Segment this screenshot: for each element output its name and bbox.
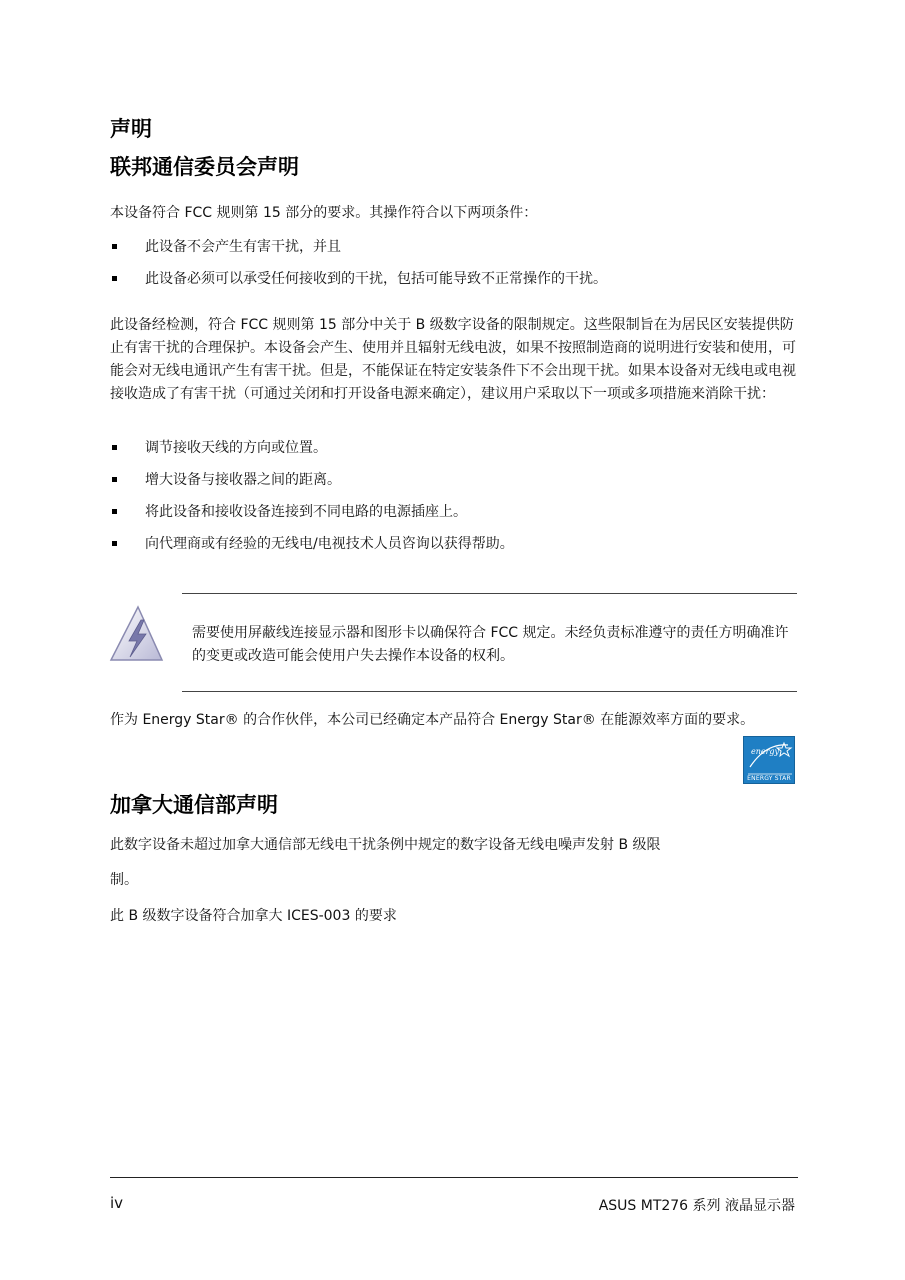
divider: [182, 593, 797, 594]
section-title-statements: 声明: [110, 117, 152, 141]
bullet-marker: [112, 541, 117, 546]
canada-ices-text: 此 B 级数字设备符合加拿大 ICES-003 的要求: [110, 908, 397, 924]
list-item: [110, 502, 800, 534]
page-number: iv: [110, 1194, 124, 1212]
list-item: [110, 534, 800, 566]
list-item: [110, 470, 800, 502]
energy-star-logo: [743, 736, 795, 784]
fcc-statement-heading: 联邦通信委员会声明: [110, 155, 299, 179]
footer-title: ASUS MT276 系列 液晶显示器: [598, 1198, 795, 1214]
canada-statement-heading: 加拿大通信部声明: [110, 793, 278, 817]
footer-divider: [110, 1177, 798, 1178]
bullet-marker: [112, 509, 117, 514]
condition-text: 此设备必须可以承受任何接收到的干扰，包括可能导致不正常操作的干扰。: [145, 271, 607, 287]
list-item: [110, 269, 800, 301]
energy-logo-label: ENERGY STAR: [747, 775, 791, 782]
list-item: [110, 438, 800, 470]
measure-text: 将此设备和接收设备连接到不同电路的电源插座上。: [145, 504, 467, 520]
bullet-marker: [112, 477, 117, 482]
bullet-marker: [112, 244, 117, 249]
interference-measures-list: [110, 438, 800, 566]
fcc-test-paragraph: 此设备经检测，符合 FCC 规则第 15 部分中关于 B 级数字设备的限制规定。这些限制旨在为居民区安装提供防止有害干扰的合理保护。本设备会产生、使用并且辐射无线电波，如果不按照制造商的说明进行安装和使用，可能会对无线电通讯产生有害干扰。但是，不能保证在特定安装条件下不会出现干扰。如果本设备对无线电或电视接收造成了有害干扰（可通过关闭和打开设备电源来确定），建议用户采取以下一项或多项措施来消除干扰：: [110, 317, 796, 402]
measure-text: 增大设备与接收器之间的距离。: [145, 472, 341, 488]
canada-text-line2: 制。: [110, 872, 138, 888]
measure-text: 调节接收天线的方向或位置。: [145, 440, 327, 456]
warning-text: 需要使用屏蔽线连接显示器和图形卡以确保符合 FCC 规定。未经负责标准遵守的责任方明确准许的变更或改造可能会使用户失去操作本设备的权利。: [192, 625, 789, 664]
fcc-intro: 本设备符合 FCC 规则第 15 部分的要求。其操作符合以下两项条件：: [110, 205, 538, 221]
bullet-marker: [112, 276, 117, 281]
measure-text: 向代理商或有经验的无线电/电视技术人员咨询以获得帮助。: [145, 536, 514, 552]
energy-logo-script: energy: [750, 747, 780, 756]
energy-star-text: 作为 Energy Star® 的合作伙伴，本公司已经确定本产品符合 Energy Star® 在能源效率方面的要求。: [110, 712, 755, 728]
condition-text: 此设备不会产生有害干扰，并且: [145, 239, 341, 255]
bullet-marker: [112, 445, 117, 450]
canada-text-line1: 此数字设备未超过加拿大通信部无线电干扰条例中规定的数字设备无线电噪声发射 B 级限: [110, 837, 661, 853]
lightning-warning-icon: [108, 604, 164, 664]
list-item: [110, 237, 800, 269]
divider: [182, 691, 797, 692]
fcc-conditions-list: [110, 237, 800, 301]
